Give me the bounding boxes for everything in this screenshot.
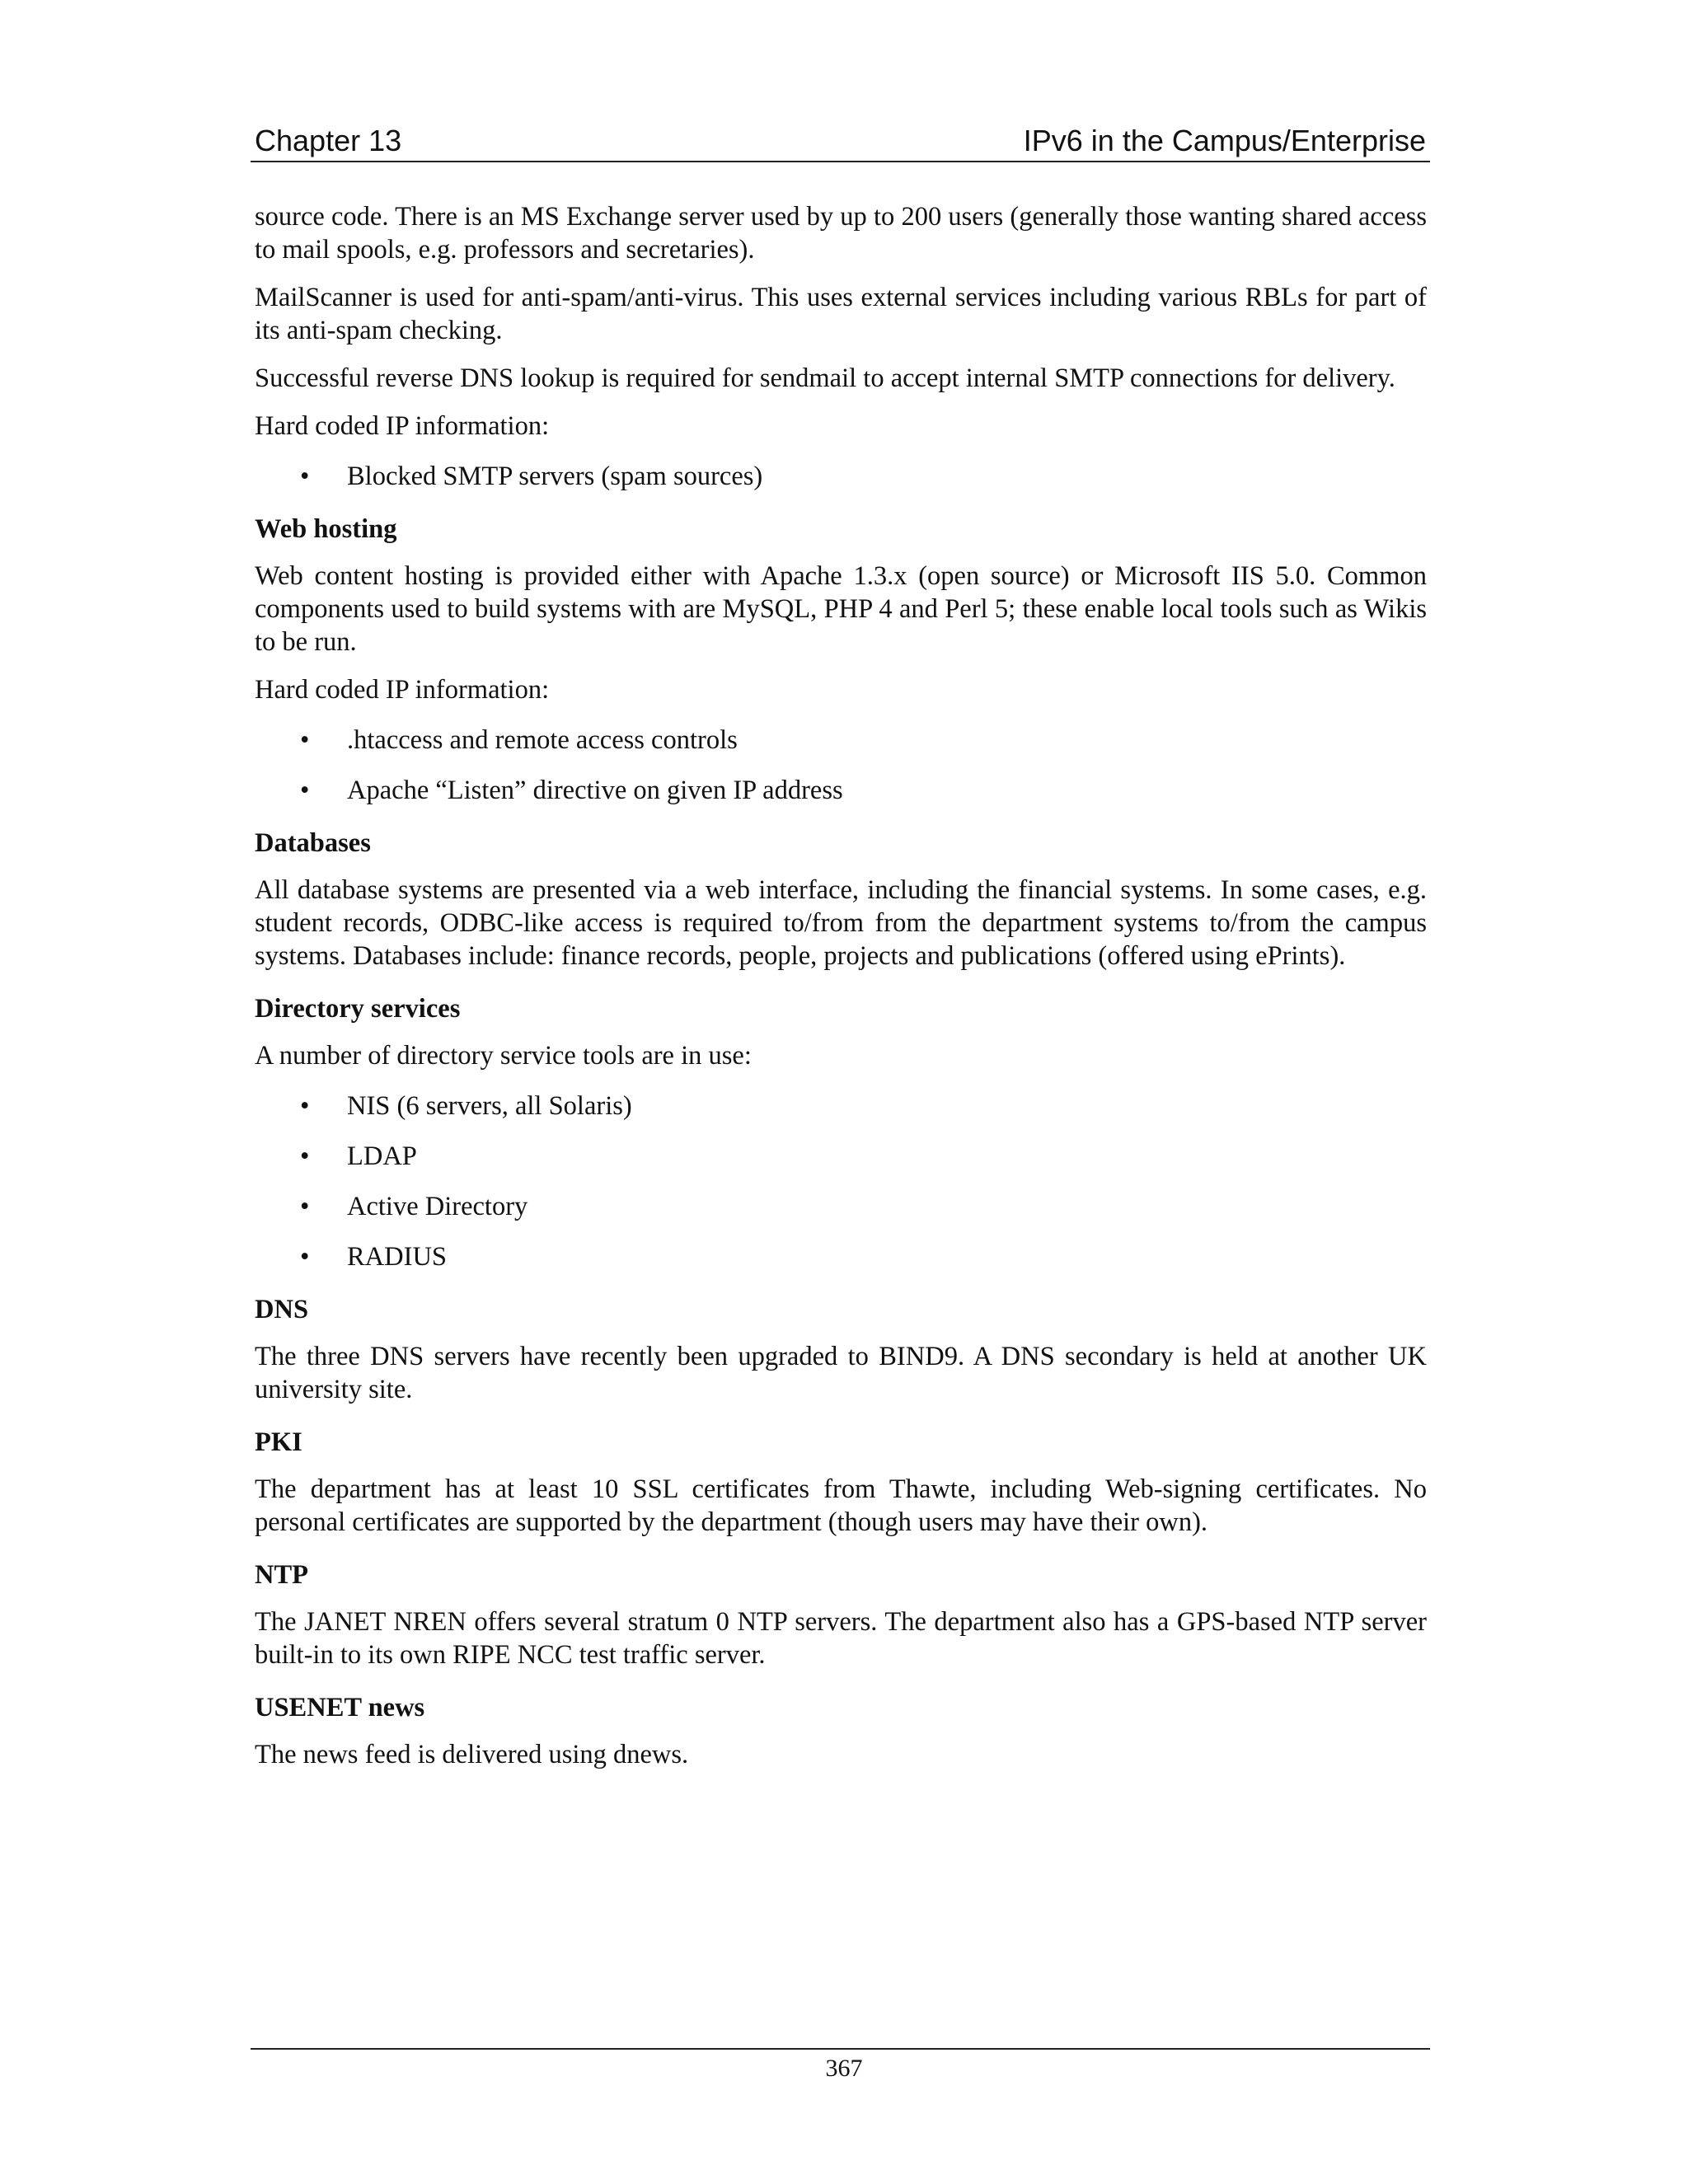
- list-item: [255, 1090, 1427, 1122]
- directory-services-bullet-list: [255, 1087, 1427, 1273]
- bullet-icon: •: [300, 1141, 310, 1171]
- page-header: [253, 122, 1428, 160]
- list-item: [255, 1240, 1427, 1273]
- bullet-icon: •: [300, 776, 310, 805]
- header-rule: [251, 161, 1430, 162]
- bullet-icon: •: [300, 725, 310, 755]
- ntp-paragraph: The JANET NREN offers several stratum 0 NTP servers. The department also has a GPS-based NTP server built-in to its own RIPE NCC test traffic server.: [255, 1607, 1427, 1670]
- dns-paragraph: The three DNS servers have recently been upgraded to BIND9. A DNS secondary is held at another UK university site.: [255, 1342, 1427, 1404]
- intro-paragraph: Successful reverse DNS lookup is required for sendmail to accept internal SMTP connections for delivery.: [255, 363, 1395, 393]
- section-heading-usenet-news: USENET news: [255, 1693, 425, 1722]
- intro-paragraph: Hard coded IP information:: [255, 411, 550, 441]
- running-title: IPv6 in the Campus/Enterprise: [1023, 124, 1426, 157]
- page-number: 367: [825, 2055, 863, 2082]
- list-item: [255, 460, 1427, 493]
- list-item-text: RADIUS: [347, 1242, 447, 1272]
- list-item-text: Blocked SMTP servers (spam sources): [347, 462, 763, 491]
- web-hosting-paragraph: Hard coded IP information:: [255, 675, 550, 705]
- section-heading-directory-services: Directory services: [255, 994, 461, 1024]
- intro-bullet-list: [255, 457, 1427, 493]
- section-heading-dns: DNS: [255, 1295, 309, 1324]
- section-heading-web-hosting: Web hosting: [255, 514, 397, 544]
- list-item-text: Active Directory: [347, 1192, 528, 1221]
- list-item-text: .htaccess and remote access controls: [347, 725, 738, 755]
- bullet-icon: •: [300, 1242, 310, 1272]
- intro-paragraph: source code. There is an MS Exchange server used by up to 200 users (generally those wanting shared access to mail spools, e.g. professors and secretaries).: [255, 202, 1427, 265]
- intro-paragraph: MailScanner is used for anti-spam/anti-virus. This uses external services including various RBLs for part of its anti-spam checking.: [255, 283, 1427, 345]
- section-heading-ntp: NTP: [255, 1560, 308, 1590]
- footer-rule: [251, 2048, 1430, 2050]
- list-item-text: Apache “Listen” directive on given IP address: [347, 776, 843, 805]
- list-item: [255, 1140, 1427, 1173]
- list-item: [255, 1190, 1427, 1223]
- directory-services-paragraph: A number of directory service tools are in use:: [255, 1041, 752, 1071]
- section-heading-databases: Databases: [255, 828, 371, 858]
- list-item: [255, 774, 1427, 807]
- web-hosting-bullet-list: [255, 721, 1427, 807]
- pki-paragraph: The department has at least 10 SSL certificates from Thawte, including Web-signing certificates. No personal certificates are supported by the department (though users may have their own).: [255, 1474, 1427, 1537]
- databases-paragraph: All database systems are presented via a web interface, including the financial systems. In some cases, e.g. student records, ODBC-like access is required to/from from the department systems to/from the campus systems. Databases include: finance records, people, projects and publications (offered using ePrints).: [255, 875, 1427, 971]
- section-heading-pki: PKI: [255, 1427, 302, 1457]
- list-item: [255, 724, 1427, 757]
- page-body: [255, 200, 1427, 1786]
- chapter-label: Chapter 13: [255, 124, 402, 157]
- list-item-text: NIS (6 servers, all Solaris): [347, 1091, 632, 1121]
- usenet-paragraph: The news feed is delivered using dnews.: [255, 1740, 689, 1769]
- bullet-icon: •: [300, 1192, 310, 1221]
- list-item-text: LDAP: [347, 1141, 417, 1171]
- bullet-icon: •: [300, 1091, 310, 1121]
- bullet-icon: •: [300, 462, 310, 491]
- web-hosting-paragraph: Web content hosting is provided either with Apache 1.3.x (open source) or Microsoft IIS 5.0. Common components used to build systems with are MySQL, PHP 4 and Perl 5; these enable local tools such as Wikis to be run.: [255, 561, 1427, 657]
